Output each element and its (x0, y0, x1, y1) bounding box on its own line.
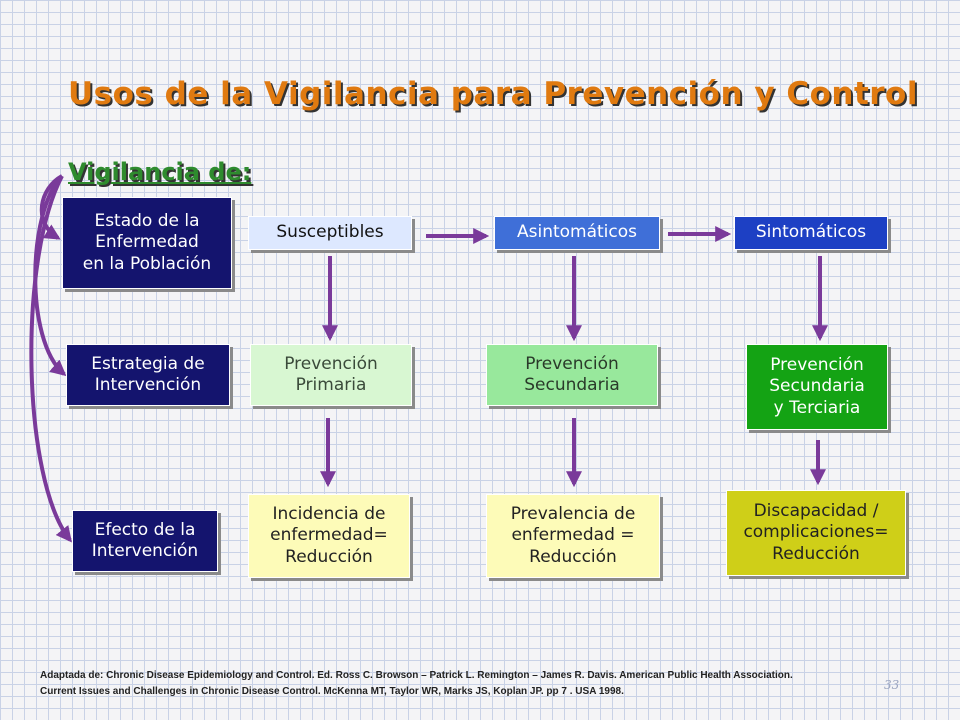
vigilancia-label: Vigilancia de: (68, 158, 252, 186)
prevencion-secundaria-terciaria: Prevención Secundaria y Terciaria (746, 344, 888, 430)
stage-susceptibles: Susceptibles (248, 216, 412, 250)
slide-title: Usos de la Vigilancia para Prevención y Control (68, 76, 918, 112)
prevencion-primaria: Prevención Primaria (250, 344, 412, 406)
stage-sintomaticos: Sintomáticos (734, 216, 888, 250)
page-number: 33 (884, 678, 900, 692)
label-estado-enfermedad: Estado de la Enfermedad en la Población (62, 197, 232, 289)
footer-line-2: Current Issues and Challenges in Chronic Disease Control. McKenna MT, Taylor WR, Marks JS, Koplan JP. pp 7 . USA 1998. (40, 686, 624, 697)
efecto-incidencia: Incidencia de enfermedad= Reducción (248, 494, 410, 578)
efecto-discapacidad: Discapacidad / complicaciones= Reducción (726, 490, 906, 576)
footer-citation (40, 668, 870, 700)
label-efecto-intervencion: Efecto de la Intervención (72, 510, 218, 572)
footer-line-1: Adaptada de: Chronic Disease Epidemiology and Control. Ed. Ross C. Browson – Patrick L. Remington – James R. Davis. American Public Health Association. (40, 670, 793, 681)
efecto-prevalencia: Prevalencia de enfermedad = Reducción (486, 494, 660, 578)
label-estrategia-intervencion: Estrategia de Intervención (66, 344, 230, 406)
stage-asintomaticos: Asintomáticos (494, 216, 660, 250)
prevencion-secundaria: Prevención Secundaria (486, 344, 658, 406)
